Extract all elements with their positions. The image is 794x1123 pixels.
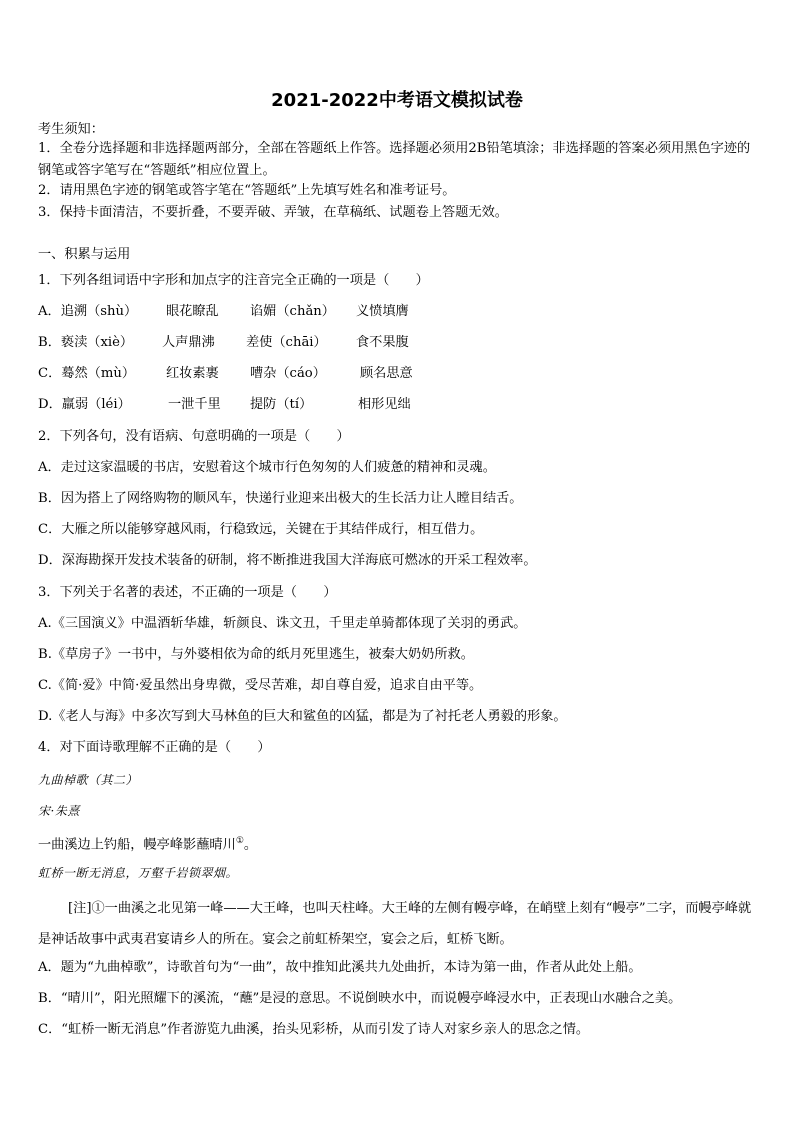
q2-option-b: B．因为搭上了网络购物的顺风车，快递行业迎来出极大的生长活力让人瞠目结舌。: [38, 491, 523, 506]
poem-title: 九曲棹歌（其二）: [38, 773, 139, 787]
q4-option-c: C．“虹桥一断无消息”作者游览九曲溪，抬头见彩桥，从而引发了诗人对家乡亲人的思念之情。: [38, 1022, 590, 1037]
q4-option-a: A．题为“九曲棹歌”，诗歌首句为“一曲”，故中推知此溪共九处曲折，本诗为第一曲，作者从此处上船。: [38, 960, 642, 975]
poem-note-mark: ①: [235, 836, 244, 846]
q1-option-d-4: 相形见绌: [358, 397, 411, 412]
q1-option-a-4: 义愤填膺: [356, 304, 409, 319]
q1-stem: 1．下列各组词语中字形和加点字的注音完全正确的一项是（ ）: [38, 273, 429, 288]
poem-line-1: [38, 832, 257, 854]
q1-option-b-1: B．亵渎（xiè）: [38, 335, 134, 350]
q1-option-a-2: 眼花瞭乱: [166, 304, 219, 319]
q2-option-c: C．大雁之所以能够穿越风雨，行稳致远，关键在于其结伴成行，相互借力。: [38, 522, 484, 537]
q1-option-b-2: 人声鼎沸: [162, 335, 215, 350]
q1-option-b-4: 食不果腹: [356, 335, 409, 350]
q3-stem: 3．下列关于名著的表述，不正确的一项是（ ）: [38, 585, 337, 600]
q3-option-c: C.《简·爱》中简·爱虽然出身卑微，受尽苦难，却自尊自爱，追求自由平等。: [38, 678, 483, 693]
q3-option-d: D.《老人与海》中多次写到大马林鱼的巨大和鲨鱼的凶猛，都是为了衬托老人勇毅的形象。: [38, 709, 567, 724]
q1-option-d-3: 提防（tí）: [250, 397, 313, 412]
q1-option-b-3: 差使（chāi）: [246, 335, 327, 350]
q1-option-d-2: 一泄千里: [168, 397, 221, 412]
notice-item-2: 2．请用黑色字迹的钢笔或答字笔在“答题纸”上先填写姓名和准考证号。: [38, 183, 456, 198]
poem-author: 宋·朱熹: [38, 804, 80, 818]
q2-option-a: A．走过这家温暖的书店，安慰着这个城市行色匆匆的人们疲惫的精神和灵魂。: [38, 460, 496, 475]
q3-option-b: B.《草房子》一书中，与外婆相依为命的纸月死里逃生，被秦大奶奶所救。: [38, 647, 474, 662]
q1-option-c-2: 红妆素裹: [166, 366, 219, 381]
q1-option-c-1: C．蓦然（mù）: [38, 366, 136, 381]
notice-item-1: 1．全卷分选择题和非选择题两部分，全部在答题纸上作答。选择题必须用2B铅笔填涂；非选择题的答案必须用黑色字迹的钢笔或答字笔写在“答题纸”相应位置上。: [38, 141, 751, 178]
q3-option-a: A.《三国演义》中温酒斩华雄，斩颜良、诛文丑，千里走单骑都体现了关羽的勇武。: [38, 616, 527, 631]
q2-option-d: D．深海勘探开发技术装备的研制，将不断推进我国大洋海底可燃冰的开采工程效率。: [38, 553, 537, 568]
q1-option-a-3: 谄媚（chǎn）: [250, 304, 335, 319]
page-title: 2021-2022中考语文模拟试卷: [271, 90, 523, 111]
q1-option-d-1: D．羸弱（léi）: [38, 397, 131, 412]
q1-option-a-1: A．追溯（shù）: [38, 304, 138, 319]
poem-line-1-text: 一曲溪边上钓船，幔亭峰影蘸晴川: [38, 837, 236, 853]
poem-line-2: 虹桥一断无消息，万壑千岩锁翠烟。: [38, 866, 239, 880]
poem-line-1-end: 。: [243, 837, 258, 853]
q4-option-b: B．“晴川”，阳光照耀下的溪流，“蘸”是浸的意思。不说倒映水中，而说幔亭峰浸水中，正表现山水融合之美。: [38, 991, 682, 1006]
q4-stem: 4．对下面诗歌理解不正确的是（ ）: [38, 740, 271, 755]
q2-stem: 2．下列各句，没有语病、句意明确的一项是（ ）: [38, 429, 350, 444]
section-heading: 一、积累与运用: [38, 247, 131, 262]
notice-heading: 考生须知：: [38, 122, 104, 137]
q1-option-c-3: 嘈杂（cáo）: [250, 366, 326, 381]
q1-option-c-4: 顾名思意: [360, 366, 413, 381]
poem-note: [注]①一曲溪之北见第一峰——大王峰，也叫天柱峰。大王峰的左侧有幔亭峰，在峭壁上刻有“幔亭”二字，而幔亭峰就是神话故事中武夷君宴请乡人的所在。宴会之前虹桥架空，宴会之后，虹桥飞断。: [38, 901, 752, 947]
notice-item-3: 3．保持卡面清洁，不要折叠，不要弄破、弄皱，在草稿纸、试题卷上答题无效。: [38, 205, 508, 220]
